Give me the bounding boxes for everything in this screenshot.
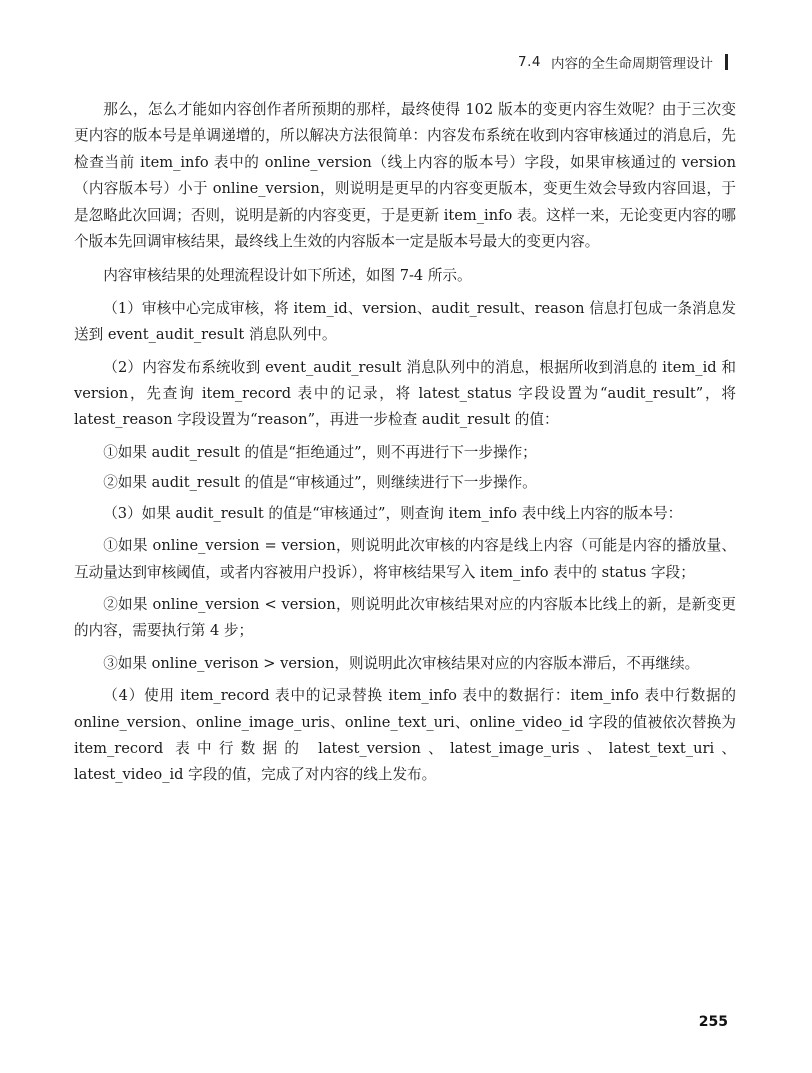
section-number: 7.4 [518,54,541,70]
paragraph-step-1: （1）审核中心完成审核，将 item_id、version、audit_result、reason 信息打包成一条消息发送到 event_audit_result 消息队列中。 [74,299,736,344]
body-text [74,97,736,795]
paragraph-step-2: （2）内容发布系统收到 event_audit_result 消息队列中的消息，根据所收到消息的 item_id 和 version，先查询 item_record 表中的记录，将 latest_status 字段设置为“audit_result”，将 latest_reason 字段设置为“reason”，再进一步检查 audit_result 的值： [74,358,736,429]
paragraph-step-3-case-1: ①如果 online_version = version，则说明此次审核的内容是线上内容（可能是内容的播放量、互动量达到审核阈值，或者内容被用户投诉），将审核结果写入 item_info 表中的 status 字段； [74,537,736,581]
running-header [518,52,728,72]
section-title: 内容的全生命周期管理设计 [551,56,713,72]
paragraph-version-check: 那么，怎么才能如内容创作者所预期的那样，最终使得 102 版本的变更内容生效呢？由于三次变更内容的版本号是单调递增的，所以解决方法很简单：内容发布系统在收到内容审核通过的消息后，先检查当前 item_info 表中的 online_version（线上内容的版本号）字段，如果审核通过的 version（内容版本号）小于 online_version，则说明是更早的内容变更版本，变更生效会导致内容回退，于是忽略此次回调；否则，说明是新的内容变更，于是更新 item_info 表。这样一来，无论变更内容的哪个版本先回调审核结果，最终线上生效的内容版本一定是版本号最大的变更内容。 [74,101,736,251]
page-number: 255 [698,1014,728,1030]
paragraph-step-3-case-3: ③如果 online_verison > version，则说明此次审核结果对应的内容版本滞后，不再继续。 [103,654,700,672]
paragraph-step-3-case-2: ②如果 online_version < version，则说明此次审核结果对应的内容版本比线上的新，是新变更的内容，需要执行第 4 步； [74,595,736,640]
paragraph-step-2-case-2: ②如果 audit_result 的值是“审核通过”，则继续进行下一步操作。 [103,474,537,492]
paragraph-step-3: （3）如果 audit_result 的值是“审核通过”，则查询 item_info 表中线上内容的版本号： [103,504,683,522]
paragraph-step-2-case-1: ①如果 audit_result 的值是“拒绝通过”，则不再进行下一步操作； [103,443,537,461]
paragraph-flow-intro: 内容审核结果的处理流程设计如下所述，如图 7-4 所示。 [103,267,472,285]
header-rule-mark [725,54,728,70]
paragraph-step-4: （4）使用 item_record 表中的记录替换 item_info 表中的数据行：item_info 表中行数据的 online_version、online_image_uris、online_text_uri、online_video_id 字段的值被依次替换为 item_record 表中行数据的 latest_version、latest_image_uris、latest_text_uri、latest_video_id 字段的值，完成了对内容的线上发布。 [74,687,736,784]
